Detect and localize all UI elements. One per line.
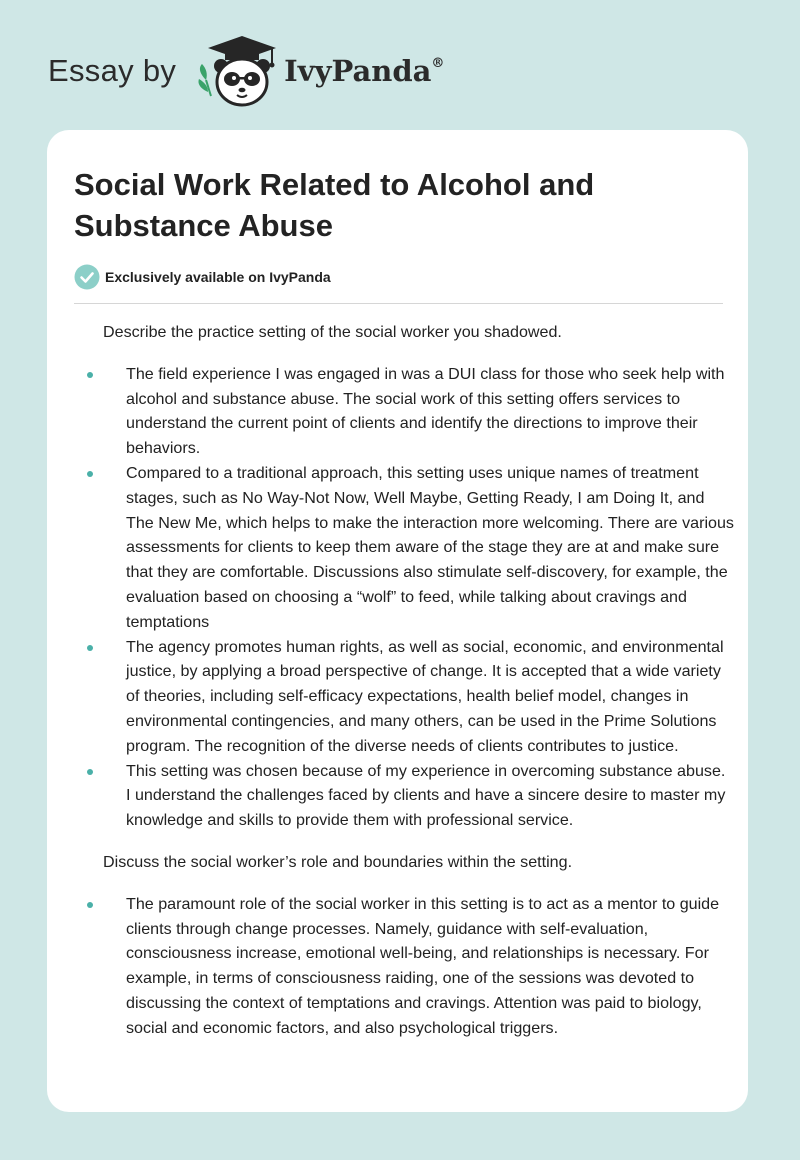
section-question: Describe the practice setting of the social worker you shadowed.	[103, 323, 562, 341]
exclusive-label: Exclusively available on IvyPanda	[105, 269, 331, 285]
bullet-dot	[87, 769, 93, 775]
panda-graduate-logo-icon	[192, 34, 278, 108]
brand-logo[interactable]	[48, 34, 444, 108]
registered-mark: ®	[431, 56, 445, 71]
bullet-dot	[87, 372, 93, 378]
bullet-list	[74, 892, 734, 1041]
list-item	[74, 461, 734, 635]
essay-body	[74, 320, 734, 1041]
essay-card	[47, 130, 748, 1112]
brand-name: IvyPanda®	[284, 54, 445, 88]
site-header	[0, 0, 800, 130]
essay-by-label: Essay by	[48, 53, 177, 88]
bullet-dot	[87, 471, 93, 477]
list-item	[74, 892, 734, 1041]
list-item	[74, 635, 734, 759]
list-item	[74, 362, 734, 461]
section-question: Discuss the social worker’s role and boundaries within the setting.	[103, 852, 573, 871]
bullet-list	[74, 362, 734, 833]
bullet-dot	[87, 902, 93, 908]
list-item-text: The agency promotes human rights, as well as social, economic, and environmental justice, by applying a broad perspective of change. It is accepted that a wide variety of theories, including self-efficacy expectations, health belief model, changes in environmental contingencies, and many others, can be used in the Prime Solutions program. The recognition of the diverse needs of clients contributes to justice.	[126, 637, 724, 755]
exclusive-badge	[74, 264, 331, 290]
list-item-text: The field experience I was engaged in was a DUI class for those who seek help with alcohol and substance abuse. The social work of this setting offers services to understand the current point of clients and identify the directions to improve their behaviors.	[126, 364, 725, 458]
list-item-text: This setting was chosen because of my experience in overcoming substance abuse. I understand the challenges faced by clients and have a sincere desire to master my knowledge and skills to provide them with professional service.	[126, 761, 726, 830]
list-item-text: The paramount role of the social worker in this setting is to act as a mentor to guide clients through change processes. Namely, guidance with self-evaluation, consciousness increase, emotional well-being, and relationships is necessary. For example, in terms of consciousness raiding, one of the sessions was devoted to discussing the context of temptations and cravings. Attention was paid to biology, social and economic factors, and also psychological triggers.	[126, 894, 720, 1037]
page-title: Social Work Related to Alcohol and Substance Abuse	[74, 167, 595, 243]
list-item-text: Compared to a traditional approach, this setting uses unique names of treatment stages, such as No Way-Not Now, Well Maybe, Getting Ready, I am Doing It, and The New Me, which helps to make the interaction more welcoming. There are various assessments for clients to keep them aware of the stage they are at and make sure that they are comfortable. Discussions also stimulate self-discovery, for example, the evaluation based on choosing a “wolf” to feed, while talking about cravings and temptations	[126, 463, 734, 631]
check-circle-icon	[74, 264, 100, 290]
bullet-dot	[87, 645, 93, 651]
divider	[74, 303, 723, 304]
list-item	[74, 759, 734, 833]
